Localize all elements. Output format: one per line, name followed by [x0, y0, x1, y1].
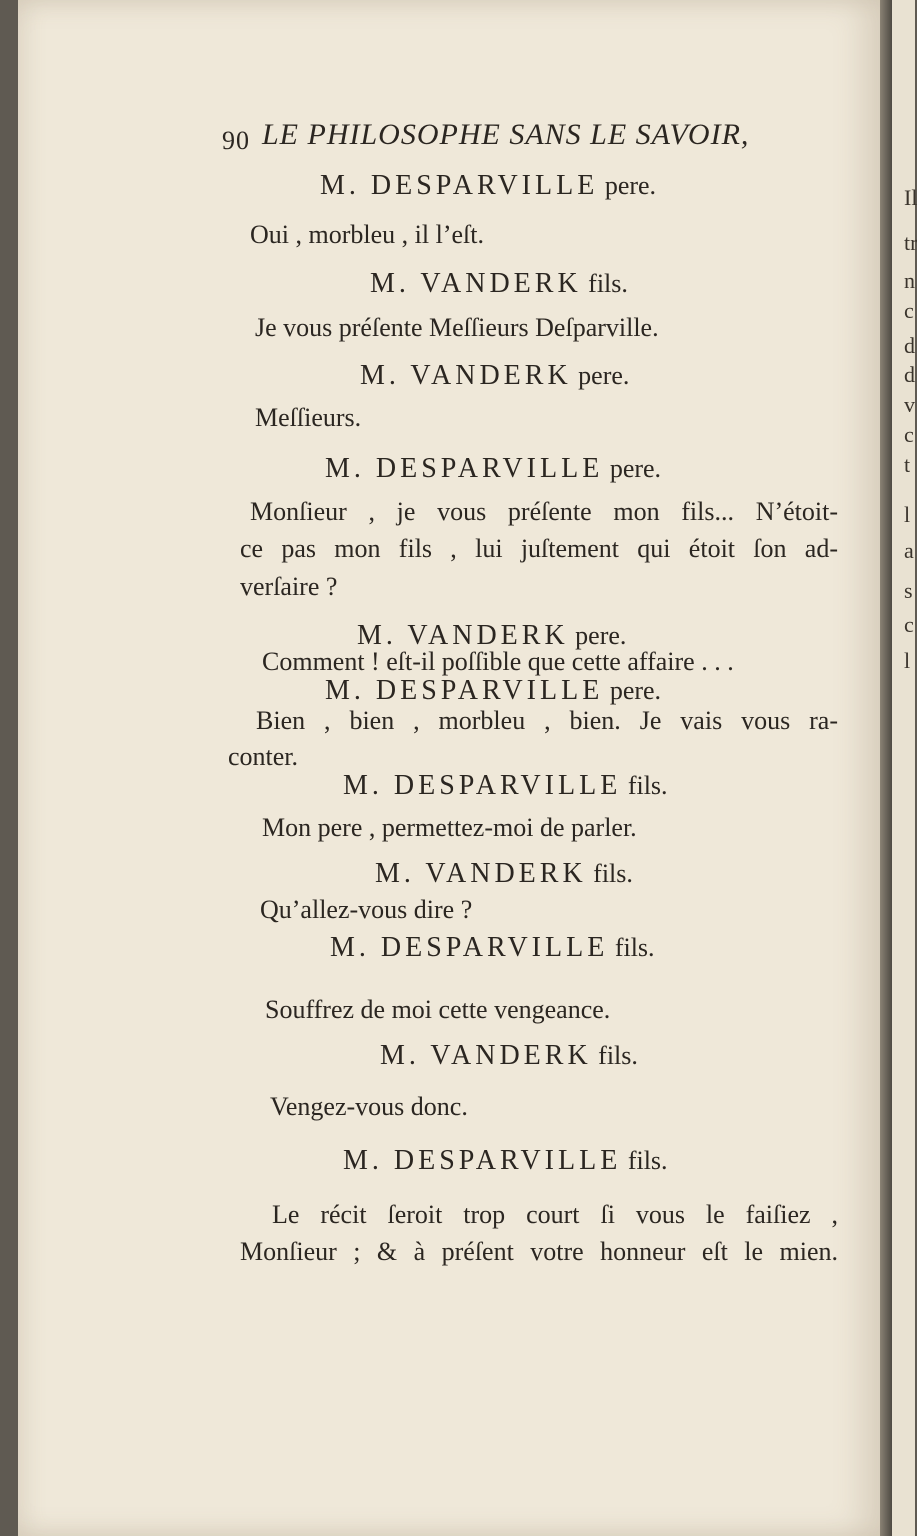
speaker-role: fils.	[621, 771, 668, 800]
speaker-name: M. DESPARVILLE	[343, 1145, 622, 1176]
page-number: 90	[222, 126, 250, 155]
next-page-fragment: c	[904, 612, 914, 637]
next-page-edge	[892, 0, 915, 1536]
next-page-fragment: v	[904, 392, 915, 417]
next-page-fragment: s	[904, 578, 913, 603]
dialogue-line: Mon pere , permettez-moi de parler.	[262, 813, 637, 842]
speaker-name: M. DESPARVILLE	[325, 453, 604, 484]
speaker-name: M. VANDERK	[357, 620, 569, 651]
next-page-fragment: l	[904, 502, 911, 527]
speaker-role: pere.	[598, 171, 657, 200]
speaker-heading	[330, 932, 655, 964]
speaker-heading	[343, 1145, 668, 1177]
speaker-role: pere.	[571, 361, 630, 390]
speaker-name: M. DESPARVILLE	[325, 675, 604, 706]
dialogue-line: Souffrez de moi cette vengeance.	[265, 995, 611, 1024]
speaker-name: M. VANDERK	[370, 268, 582, 299]
speaker-role: fils.	[586, 859, 633, 888]
dialogue-line: ce pas mon fils , lui juſtement qui étoit ſon ad-	[240, 534, 838, 563]
speaker-role: fils.	[608, 933, 655, 962]
speaker-heading	[325, 675, 661, 707]
speaker-role: fils.	[581, 269, 628, 298]
next-page-fragment: a	[904, 538, 914, 563]
speaker-heading	[320, 170, 656, 202]
dialogue-line: Le récit ſeroit trop court ſi vous le faiſiez ,	[272, 1200, 838, 1229]
dialogue-line: Vengez-vous donc.	[270, 1092, 468, 1121]
speaker-heading	[380, 1040, 638, 1072]
dialogue-line: Meſſieurs.	[255, 403, 362, 432]
next-page-fragment: c	[904, 298, 914, 323]
speaker-heading	[360, 360, 629, 392]
dialogue-line: Je vous préſente Meſſieurs Deſparville.	[255, 313, 659, 342]
speaker-role: pere.	[603, 454, 662, 483]
dialogue-line: conter.	[228, 742, 299, 771]
dialogue-line: Oui , morbleu , il l’eſt.	[250, 220, 484, 249]
speaker-name: M. VANDERK	[375, 858, 587, 889]
running-header	[0, 118, 915, 168]
dialogue-line: Monſieur , je vous préſente mon fils... N’étoit-	[250, 497, 838, 526]
speaker-name: M. DESPARVILLE	[330, 932, 609, 963]
speaker-heading	[375, 858, 633, 890]
speaker-role: fils.	[621, 1146, 668, 1175]
speaker-name: M. DESPARVILLE	[343, 770, 622, 801]
next-page-fragment: d	[904, 362, 915, 387]
dialogue-line: Qu’allez-vous dire ?	[260, 895, 473, 924]
next-page-fragment: Il	[904, 185, 917, 210]
speaker-name: M. DESPARVILLE	[320, 170, 599, 201]
speaker-role: fils.	[591, 1041, 638, 1070]
next-page-fragment: c	[904, 422, 914, 447]
speaker-heading	[370, 268, 628, 300]
next-page-fragment: t	[904, 452, 911, 477]
speaker-name: M. VANDERK	[380, 1040, 592, 1071]
speaker-name: M. VANDERK	[360, 360, 572, 391]
next-page-fragment: tr	[904, 230, 917, 255]
speaker-heading	[343, 770, 668, 802]
dialogue-line: Bien , bien , morbleu , bien. Je vais vous ra-	[256, 706, 838, 735]
dialogue-line: Monſieur ; & à préſent votre honneur eſt le mien.	[240, 1237, 838, 1266]
book-gutter	[880, 0, 892, 1536]
speaker-heading	[325, 453, 661, 485]
dialogue-line: verſaire ?	[240, 572, 338, 601]
next-page-fragment: d	[904, 333, 915, 358]
next-page-fragment: l	[904, 648, 911, 673]
dialogue-line: Comment ! eſt-il poſſible que cette affaire . . .	[262, 647, 734, 676]
running-title: LE PHILOSOPHE SANS LE SAVOIR,	[262, 118, 750, 151]
next-page-fragment: n	[904, 268, 915, 293]
speaker-role: pere.	[603, 676, 662, 705]
speaker-role: pere.	[568, 621, 627, 650]
